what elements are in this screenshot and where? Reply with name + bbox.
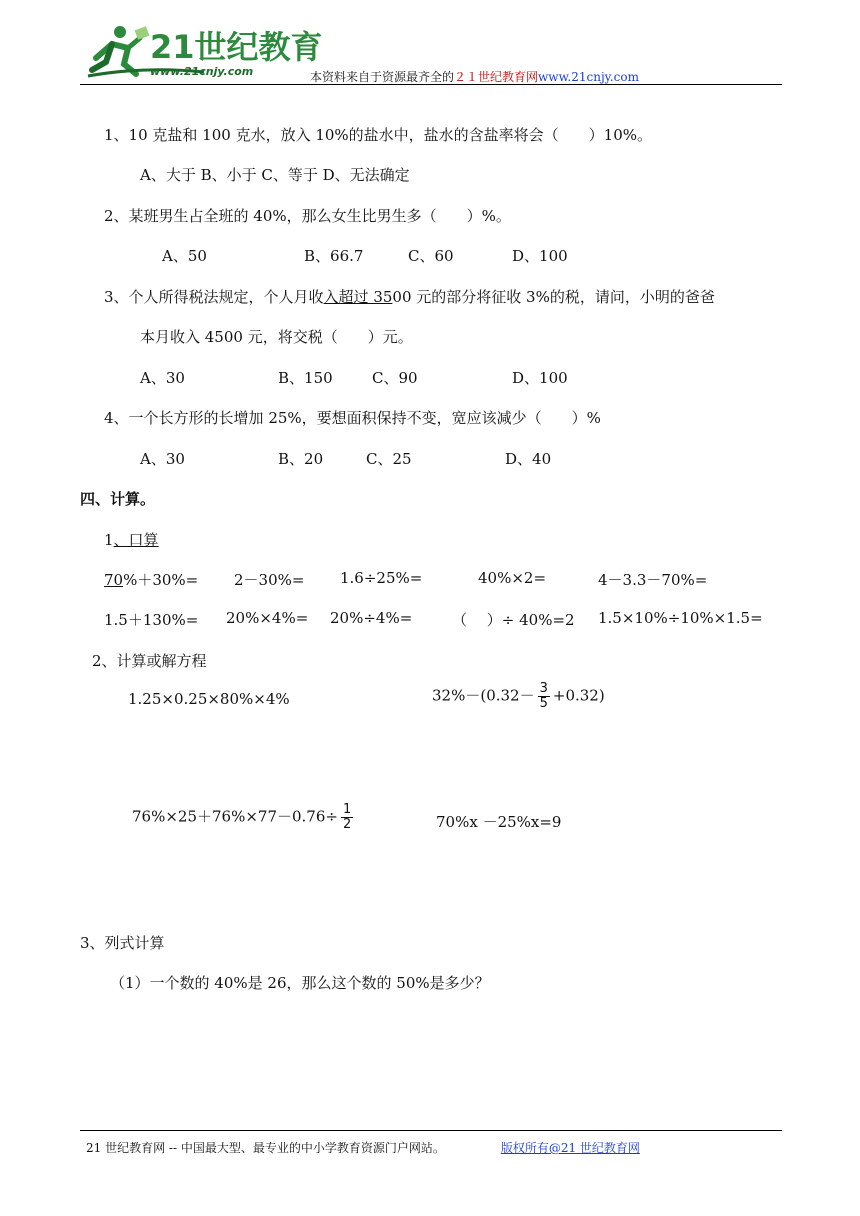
footer-divider	[80, 1130, 782, 1131]
oral-2-1: 1.5＋130%=	[104, 611, 199, 629]
q3-option-c: C、90	[372, 369, 418, 387]
sub2-heading: 2、计算或解方程	[92, 652, 207, 670]
oral-1-5: 4－3.3－70%=	[598, 571, 708, 589]
q4-option-a: A、30	[140, 450, 185, 468]
calc-3-fraction	[341, 803, 353, 832]
oral-2-2: 20%×4%=	[226, 609, 309, 627]
header-source	[310, 68, 639, 85]
header-source-url[interactable]: www.21cnjy.com	[538, 70, 639, 84]
question-1: 1、10 克盐和 100 克水，放入 10%的盐水中，盐水的含盐率将会（ ）10%。	[104, 126, 653, 144]
footer-text: 21 世纪教育网 -- 中国最大型、最专业的中小学教育资源门户网站。	[86, 1141, 445, 1155]
sub3-heading: 3、列式计算	[80, 934, 165, 952]
calc-3	[132, 803, 356, 832]
section-4-title: 四、计算。	[80, 490, 156, 508]
header-source-prefix: 本资料来自于资源最齐全的	[310, 70, 455, 84]
calc-3-prefix: 76%×25＋76%×77－0.76÷	[132, 807, 338, 826]
sub1-number: 1	[104, 531, 114, 549]
q4-option-c: C、25	[366, 450, 412, 468]
sub1-label: 、口算	[113, 531, 159, 549]
calc-2	[432, 682, 605, 711]
header-source-brand[interactable]: ２１世纪教育网	[454, 70, 539, 84]
q3-option-b: B、150	[278, 369, 333, 387]
q2-option-d: D、100	[512, 247, 568, 265]
oral-2-4: （ ）÷ 40%=2	[452, 611, 575, 629]
oral-2-3: 20%÷4%=	[330, 609, 413, 627]
footer-copyright-link[interactable]: 版权所有@21 世纪教育网	[500, 1141, 640, 1155]
header-divider	[80, 84, 782, 85]
calc-3-denominator: 2	[342, 817, 352, 832]
q2-option-a: A、50	[162, 247, 207, 265]
q3-suffix: 00 元的部分将征收 3%的税，请问，小明的爸爸	[392, 288, 715, 306]
question-2: 2、某班男生占全班的 40%，那么女生比男生多（ ）%。	[104, 207, 511, 225]
footer	[86, 1139, 640, 1156]
q2-option-b: B、66.7	[304, 247, 364, 265]
calc-4: 70%x －25%x=9	[436, 813, 562, 831]
oral-1-3: 1.6÷25%=	[340, 569, 423, 587]
q3-option-a: A、30	[140, 369, 185, 387]
logo-text: 21世纪教育	[150, 28, 323, 66]
q4-option-d: D、40	[505, 450, 552, 468]
q2-option-c: C、60	[408, 247, 454, 265]
question-4: 4、一个长方形的长增加 25%，要想面积保持不变，宽应该减少（ ）%	[104, 409, 601, 427]
site-logo	[84, 18, 323, 80]
question-3-line-2: 本月收入 4500 元，将交税（ ）元。	[140, 328, 413, 346]
calc-2-fraction	[538, 682, 550, 711]
oral-1-2: 2－30%=	[234, 571, 305, 589]
q3-option-d: D、100	[512, 369, 568, 387]
calc-2-suffix: +0.32)	[552, 686, 605, 705]
sub1-heading	[104, 529, 159, 550]
calc-2-numerator: 3	[539, 681, 548, 696]
oral-2-5: 1.5×10%÷10%×1.5=	[598, 609, 763, 627]
sub3-question-1: （1）一个数的 40%是 26，那么这个数的 50%是多少？	[110, 974, 490, 992]
oral-1-1-rest: %＋30%=	[123, 571, 199, 589]
q3-prefix: 3、个人所得税法规定，个人月收	[104, 288, 324, 306]
q4-option-b: B、20	[278, 450, 324, 468]
calc-1: 1.25×0.25×80%×4%	[128, 690, 290, 708]
logo-url: www.21cnjy.com	[150, 65, 254, 78]
question-3-line-1	[104, 286, 715, 307]
oral-1-1-underlined: 70	[104, 571, 124, 589]
calc-2-prefix: 32%－(0.32－	[432, 686, 535, 705]
calc-3-numerator: 1	[342, 802, 352, 817]
oral-1-4: 40%×2=	[478, 569, 547, 587]
calc-2-denominator: 5	[539, 696, 548, 711]
q3-underlined: 入超过 35	[323, 288, 393, 306]
oral-1-1	[104, 569, 198, 590]
question-1-options: A、大于 B、小于 C、等于 D、无法确定	[140, 166, 410, 184]
